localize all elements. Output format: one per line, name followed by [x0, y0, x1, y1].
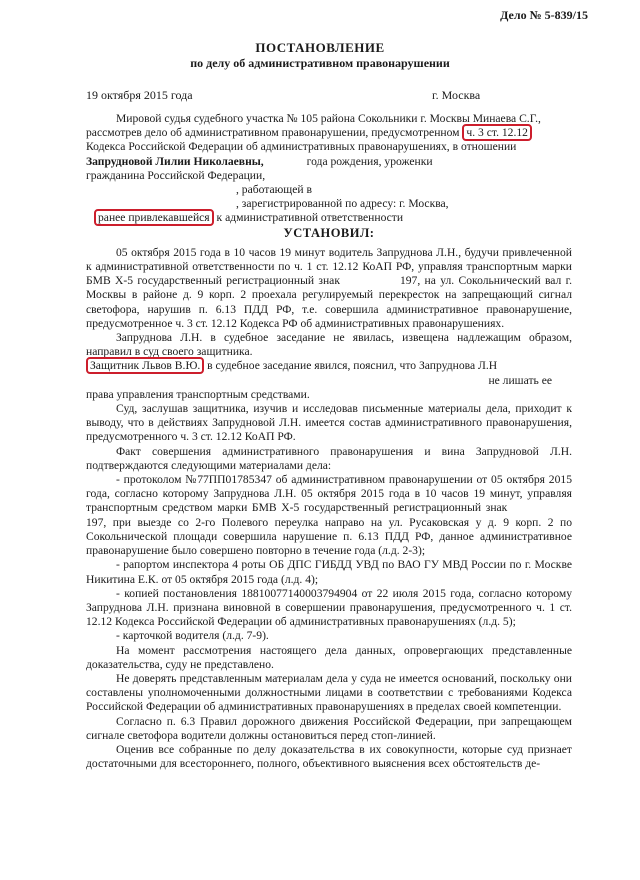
prior-liability-highlight: ранее привлекавшейся: [94, 209, 214, 226]
intro-line-8: [86, 211, 572, 225]
evidence-protocol-text: - протоколом №77ПП01785347 об административном правонарушении от 05 октября 2015 года, согласно которому Запруднова Л.Н. 05 октября 2015 года в 10 часов 19 минут, управляя транспортным средством марки БМВ Х-5 государственный регистрационный знак: [86, 473, 572, 515]
defender-tail: не лишать ее: [488, 373, 552, 387]
defender-text: в судебное заседание явился, пояснил, что Запруднова Л.Н: [207, 359, 498, 373]
paragraph-defender: [86, 359, 572, 373]
paragraph-no-refutation: На момент рассмотрения настоящего дела данных, опровергающих представленные доказательства, суду не представлено.: [86, 643, 572, 671]
paragraph-assessment: Оценив все собранные по делу доказательства в их совокупности, которые суд признает достаточными для всестороннего, полного, объективного выяснения всех обстоятельств де-: [86, 742, 572, 771]
intro-line-1: Мировой судья судебного участка № 105 района Сокольники г. Москвы Минаева С.Г.,: [116, 112, 541, 125]
document-title: ПОСТАНОВЛЕНИЕ: [255, 40, 385, 55]
intro-line-4: [86, 155, 572, 169]
intro-line-5: гражданина Российской Федерации,: [86, 168, 266, 182]
intro-line-3: Кодекса Российской Федерации об административных правонарушениях, в отношении: [86, 140, 517, 154]
case-number: Дело № 5-839/15: [500, 8, 588, 22]
address-text: , зарегистрированной по адресу: г. Москва,: [236, 197, 449, 211]
defender-tail-line: [86, 374, 572, 388]
document-body: [86, 112, 572, 771]
paragraph-traffic-rule: Согласно п. 6.3 Правил дорожного движения Российской Федерации, при запрещающем сигнале светофора водители должны остановиться перед стоп-линией.: [86, 714, 572, 742]
paragraph-absence: Запруднова Л.Н. в судебное заседание не явилась, извещена надлежащим образом, направил в суд своего защитника.: [86, 331, 572, 359]
evidence-protocol: [86, 473, 572, 558]
established-heading: УСТАНОВИЛ:: [283, 225, 375, 240]
document-subtitle: по делу об административном правонарушении: [190, 56, 450, 70]
evidence-ruling-copy: - копией постановления 18810077140003794904 от 22 июля 2015 года, согласно которому Запруднова Л.Н. признана виновной в совершении правонарушения, предусмотренного ч. 1 ст. 12.12 Кодекса Российской Федерации об административных правонарушениях (л.д. 5);: [86, 586, 572, 629]
employment-text: , работающей в: [236, 183, 312, 197]
paragraph-trust: Не доверять представленным материалам дела у суда не имеется оснований, поскольку они составлены уполномоченными должностными лицами в соответствии с требованиями Кодекса Российской Федерации об административных правонарушениях в пределах своей компетенции.: [86, 671, 572, 714]
offence-plate: 197, на ул.: [399, 274, 455, 288]
offence-text-2: Сокольнический вал г. Москвы в районе д. 9 корп. 2 проехала регулируемый перекресток на запрещающий сигнал светофора, нарушив п. 6.13 ПДД РФ, т.е. совершила административное правонарушение, предусмотренное ч. 3 ст. 12.12 Кодекса РФ об административных правонарушениях.: [86, 274, 572, 330]
article-highlight: ч. 3 ст. 12.12: [462, 124, 532, 141]
birth-year-label: года рождения, уроженки: [306, 154, 433, 168]
paragraph-offence: [86, 246, 572, 331]
defender-highlight: Защитник Львов В.Ю.: [86, 357, 204, 374]
defendant-name: Запрудновой Лилии Николаевны,: [86, 154, 264, 168]
paragraph-court-conclusion: Суд, заслушав защитника, изучив и исследовав письменные материалы дела, приходит к выводу, что в действиях Запрудновой Л.Н. имеется состав административного правонарушения, предусмотренного ч. 3 ст. 12.12 КоАП РФ.: [86, 402, 572, 444]
offence-text: 05 октября 2015 года в 10 часов 19 минут водитель Запруднова Л.Н., будучи привлеченной к административной ответственности по ч. 1 ст. 12.12 КоАП РФ, управляя транспортным марки БМВ Х-5 государственный регистрационный знак: [86, 245, 572, 288]
document-date: 19 октября 2015 года: [86, 88, 193, 102]
evidence-driver-card: - карточкой водителя (л.д. 7-9).: [116, 629, 269, 643]
paragraph-evidence-intro: Факт совершения административного правонарушения и вина Запрудновой Л.Н. подтверждаются следующими материалами дела:: [86, 444, 572, 472]
evidence-report: - рапортом инспектора 4 роты ОБ ДПС ГИБДД УВД по ВАО ГУ МВД России по г. Москве Никитина Е.К. от 05 октября 2015 года (л.д. 4);: [86, 558, 572, 586]
defender-line-2: права управления транспортным средствами.: [86, 387, 310, 401]
prior-liability-text: к административной ответственности: [216, 211, 404, 225]
intro-line-6: [86, 183, 572, 197]
document-city: г. Москва: [432, 88, 481, 102]
intro-line-2-text: рассмотрев дело об административном правонарушении, предусмотренном: [86, 126, 460, 140]
evidence-protocol-text-2: 197, при выезде со 2-го Полевого переулка направо на ул. Русаковская у д. 9 корп. 2 по Сокольнической площади совершила нарушение п. 6.13 ПДД РФ, данное административное правонарушение было совершено повторно в течение года (л.д. 2-3);: [86, 515, 572, 558]
intro-line-2: [86, 126, 572, 140]
